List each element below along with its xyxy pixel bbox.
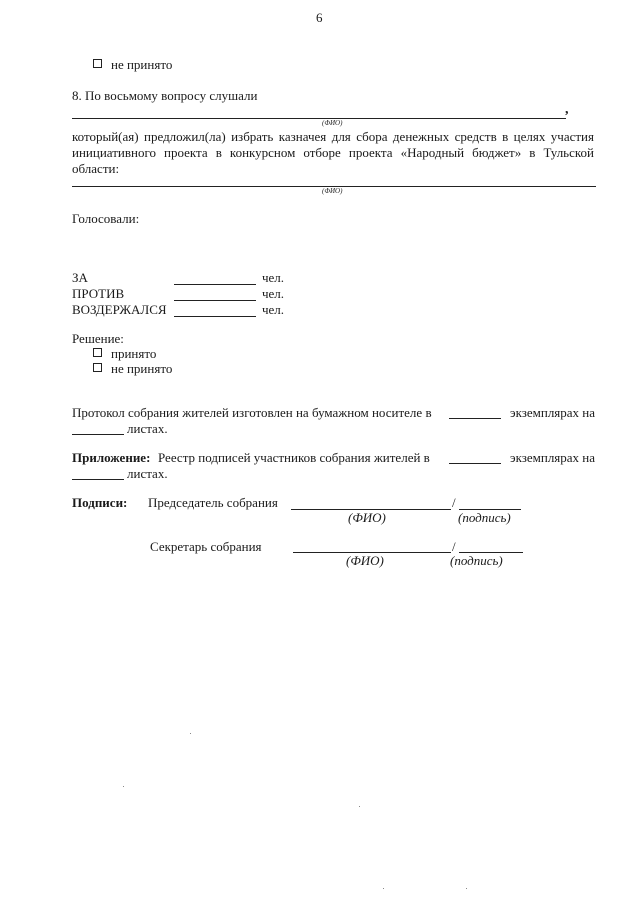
chair-sign-caption: (подпись): [458, 510, 511, 525]
question-8-heading: 8. По восьмому вопросу слушали: [72, 88, 258, 103]
question-8-line-2: инициативного проекта в конкурсном отборе проекта «Народный бюджет» в Тульской: [72, 145, 594, 160]
scan-speck: [123, 786, 124, 787]
chair-role: Председатель собрания: [148, 495, 278, 510]
secretary-sign-caption: (подпись): [450, 553, 503, 568]
protocol-sheets-text: листах.: [127, 421, 168, 436]
vote-unit-abstained: чел.: [262, 302, 285, 317]
question-8-line-1: который(ая) предложил(ла) избрать казначея для сбора денежных средств в целях участия: [72, 129, 594, 144]
page-number: 6: [316, 10, 323, 25]
appendix-text-a: Реестр подписей участников собрания жителей в: [158, 450, 430, 465]
option-label-not-accepted-top: не принято: [111, 57, 173, 72]
secretary-role: Секретарь собрания: [150, 539, 262, 554]
appendix-label: Приложение:: [72, 450, 151, 465]
vote-unit-for: чел.: [262, 270, 285, 285]
vote-label-abstained: ВОЗДЕРЖАЛСЯ: [72, 302, 167, 317]
vote-label-for: ЗА: [72, 270, 88, 285]
vote-unit-against: чел.: [262, 286, 285, 301]
vote-line-abstained[interactable]: [174, 316, 256, 317]
protocol-text-b: экземплярах на: [510, 405, 596, 420]
option-label-accepted: принято: [111, 346, 157, 361]
checkbox-not-accepted-top[interactable]: [93, 59, 102, 68]
option-label-not-accepted: не принято: [111, 361, 173, 376]
appendix-text-b: экземплярах на: [510, 450, 596, 465]
comma: ,: [565, 102, 569, 117]
appendix-sheets-line[interactable]: [72, 479, 124, 480]
appendix-copies-line[interactable]: [449, 463, 501, 464]
fio-caption-2: (ФИО): [322, 187, 343, 195]
protocol-text-a: Протокол собрания жителей изготовлен на бумажном носителе в: [72, 405, 432, 420]
chair-slash: /: [452, 495, 456, 510]
scan-speck: [359, 806, 360, 807]
vote-line-for[interactable]: [174, 284, 256, 285]
protocol-sheets-line[interactable]: [72, 434, 124, 435]
checkbox-not-accepted[interactable]: [93, 363, 102, 372]
scan-speck: [190, 733, 191, 734]
fio-caption-1: (ФИО): [322, 119, 343, 127]
secretary-slash: /: [452, 539, 456, 554]
voting-title: Голосовали:: [72, 211, 140, 226]
decision-title: Решение:: [72, 331, 124, 346]
chair-fio-caption: (ФИО): [348, 510, 386, 525]
vote-label-against: ПРОТИВ: [72, 286, 125, 301]
scan-speck: [383, 888, 384, 889]
question-8-line-3: области:: [72, 161, 120, 176]
appendix-sheets-text: листах.: [127, 466, 168, 481]
checkbox-accepted[interactable]: [93, 348, 102, 357]
fio-line-1[interactable]: [72, 118, 566, 119]
scan-speck: [466, 888, 467, 889]
signatures-title: Подписи:: [72, 495, 128, 510]
protocol-copies-line[interactable]: [449, 418, 501, 419]
secretary-fio-caption: (ФИО): [346, 553, 384, 568]
vote-line-against[interactable]: [174, 300, 256, 301]
